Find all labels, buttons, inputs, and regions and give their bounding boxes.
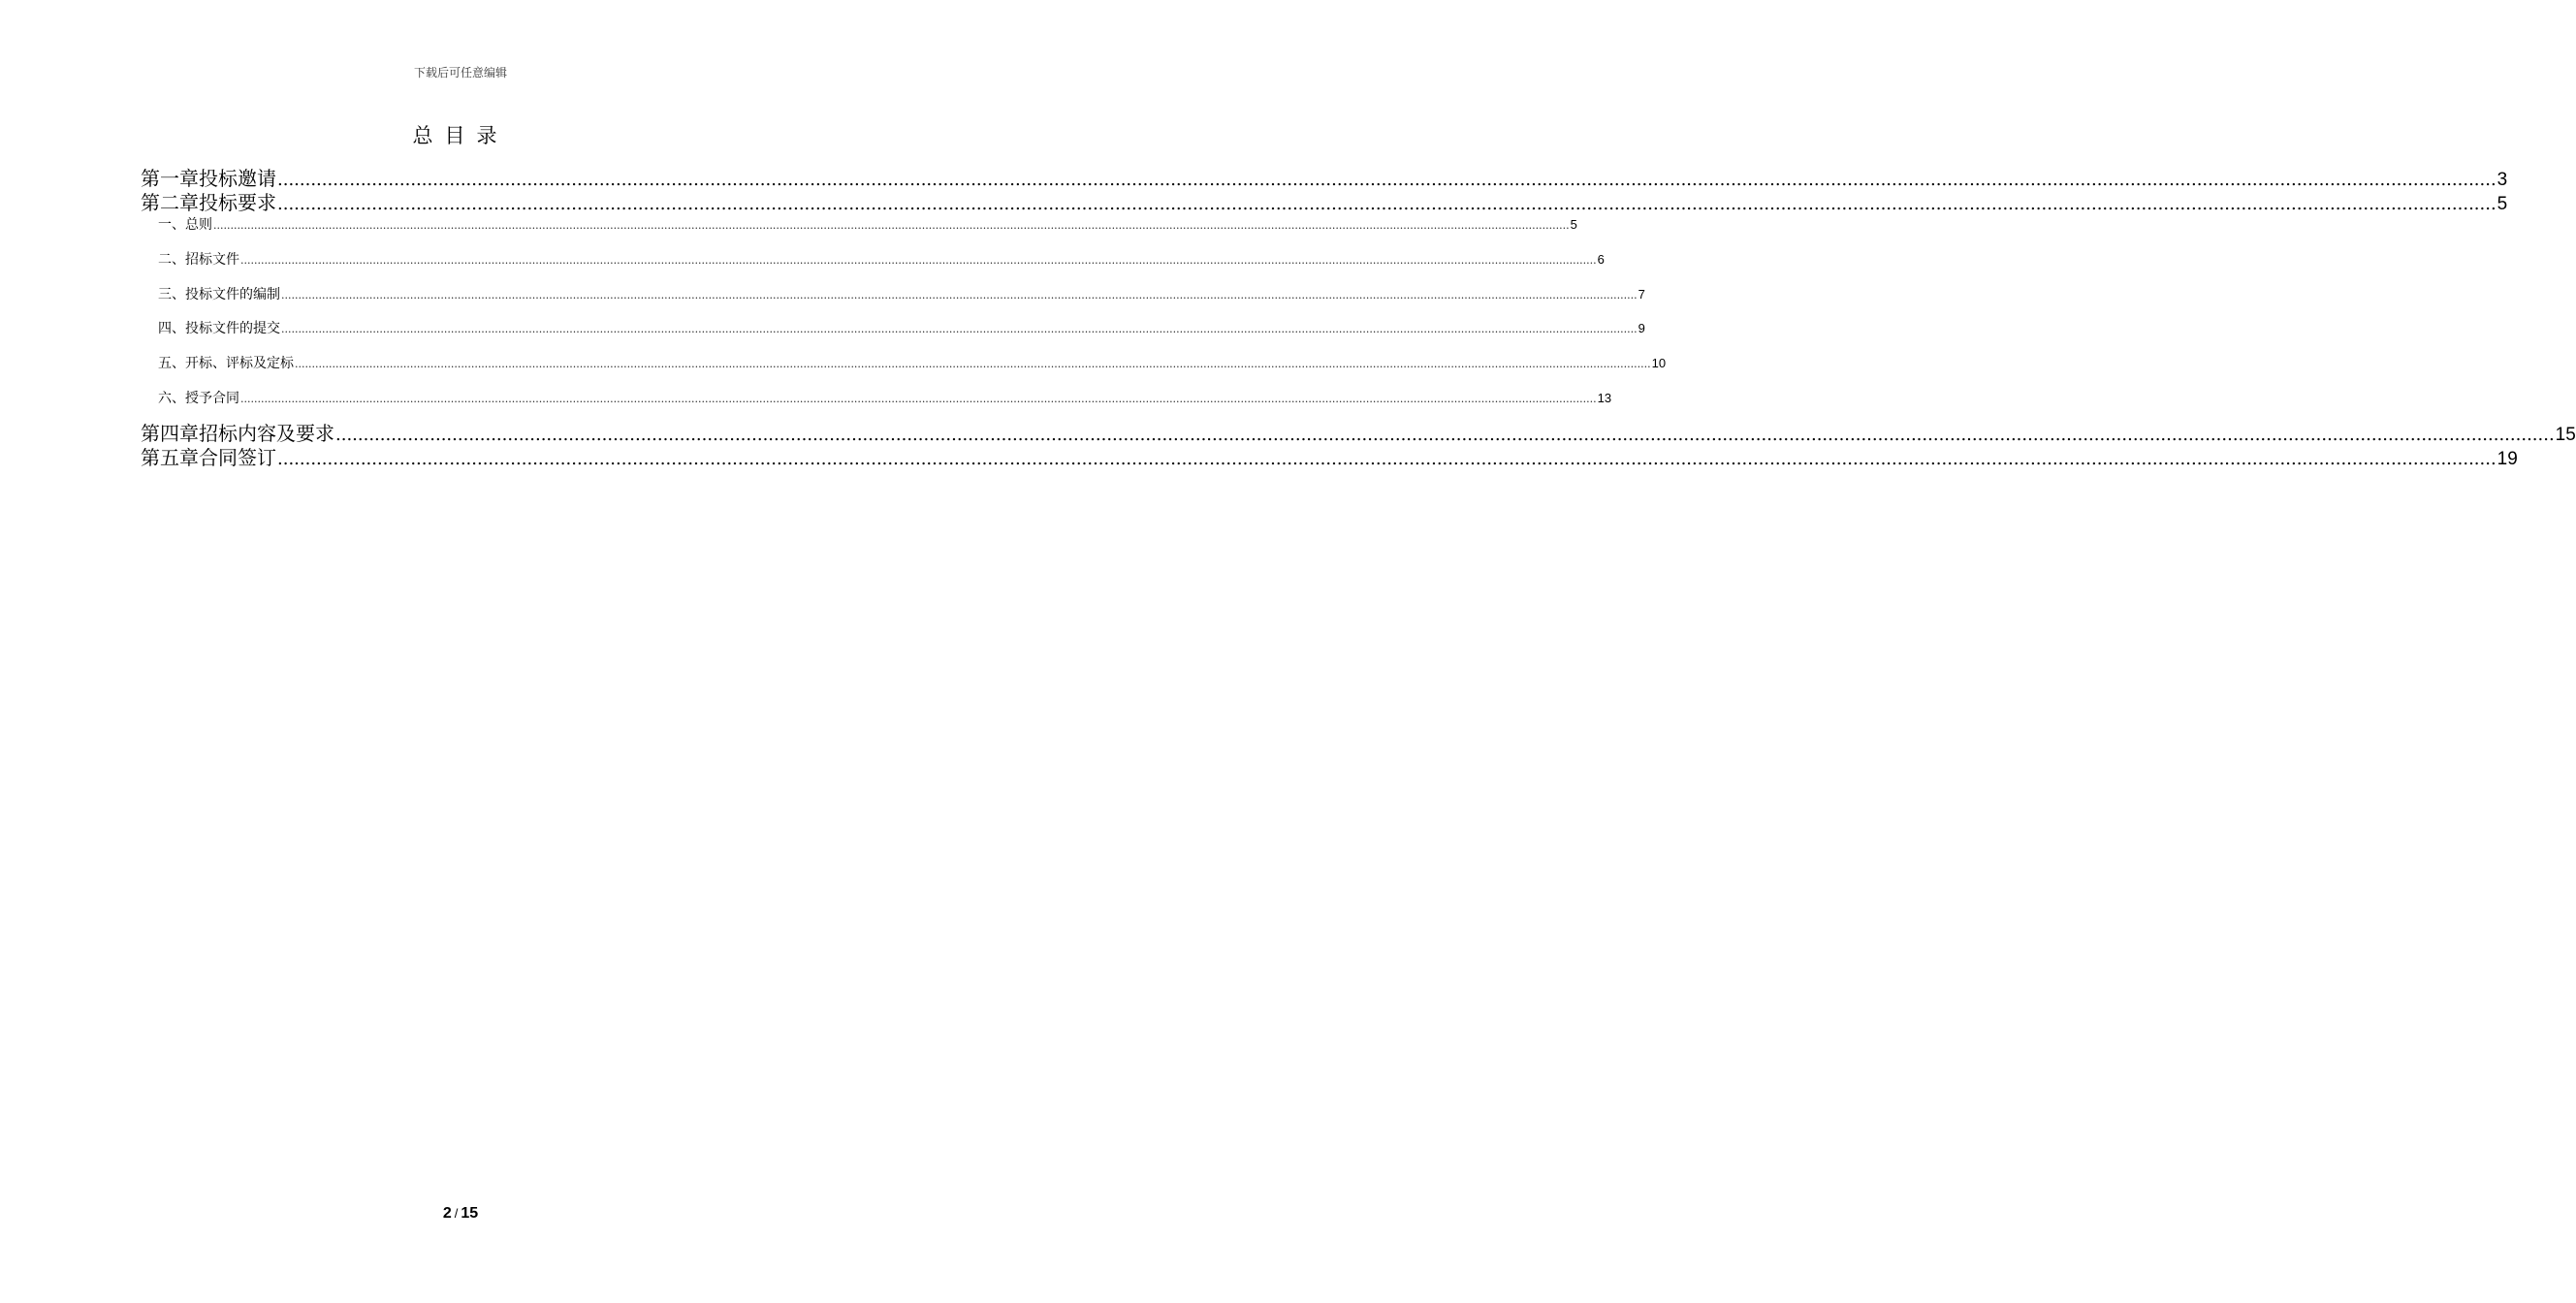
toc-entry-page: 13 bbox=[1597, 391, 1612, 405]
total-page-count: 15 bbox=[461, 1205, 479, 1222]
toc-entry-label: 招标内容及要求 bbox=[199, 422, 334, 445]
toc-entry-label: 投标文件的编制 bbox=[185, 287, 280, 302]
toc-entry-page: 6 bbox=[1597, 252, 1605, 267]
toc-entry-page: 15 bbox=[2555, 425, 2576, 445]
toc-entry-number: 第五章 bbox=[141, 446, 199, 469]
toc-dot-leader: ................................................................................................................................................................................................................................................................................................................................................................................................................ bbox=[281, 289, 1638, 302]
toc-entry-number: 四、 bbox=[158, 321, 185, 336]
toc-entry-section-1[interactable] bbox=[158, 214, 1577, 234]
toc-entry-page: 19 bbox=[2496, 449, 2518, 469]
page-number-separator: / bbox=[454, 1206, 459, 1221]
toc-entry-chapter-5[interactable] bbox=[141, 442, 2518, 469]
toc-dot-leader: ................................................................................................................................................................................................................................................................................................................................................................................................................ bbox=[295, 358, 1651, 370]
toc-entry-section-3[interactable] bbox=[158, 284, 1645, 303]
toc-dot-leader: ................................................................................................................................................................................................................................................................................................................................................................................................................ bbox=[335, 425, 2555, 445]
toc-entry-section-2[interactable] bbox=[158, 249, 1605, 269]
toc-entry-label: 投标邀请 bbox=[199, 167, 276, 190]
toc-entry-page: 5 bbox=[2496, 194, 2508, 214]
toc-entry-number: 一、 bbox=[158, 217, 185, 233]
toc-entry-section-4[interactable] bbox=[158, 318, 1645, 337]
toc-entry-number: 六、 bbox=[158, 391, 185, 406]
toc-entry-page: 10 bbox=[1651, 356, 1667, 370]
toc-entry-number: 三、 bbox=[158, 287, 185, 302]
toc-entry-label: 开标、评标及定标 bbox=[185, 356, 294, 371]
page-title: 总目录 bbox=[412, 124, 509, 147]
toc-dot-leader: ................................................................................................................................................................................................................................................................................................................................................................................................................ bbox=[240, 393, 1597, 405]
toc-entry-chapter-1[interactable] bbox=[141, 163, 2508, 190]
toc-dot-leader: ................................................................................................................................................................................................................................................................................................................................................................................................................ bbox=[277, 194, 2496, 214]
toc-entry-label: 招标文件 bbox=[185, 252, 239, 268]
toc-entry-label: 授予合同 bbox=[185, 391, 239, 406]
toc-entry-label: 投标文件的提交 bbox=[185, 321, 280, 336]
toc-dot-leader: ................................................................................................................................................................................................................................................................................................................................................................................................................ bbox=[277, 170, 2496, 190]
toc-entry-page: 7 bbox=[1638, 287, 1645, 302]
toc-entry-page: 3 bbox=[2496, 170, 2508, 190]
toc-entry-label: 总则 bbox=[185, 217, 212, 233]
toc-entry-page: 9 bbox=[1638, 321, 1645, 335]
toc-entry-number: 第四章 bbox=[141, 422, 199, 445]
toc-entry-number: 二、 bbox=[158, 252, 185, 268]
toc-entry-section-6[interactable] bbox=[158, 388, 1612, 407]
page-number-footer bbox=[0, 1205, 921, 1223]
toc-entry-number: 第二章 bbox=[141, 191, 199, 214]
toc-dot-leader: ................................................................................................................................................................................................................................................................................................................................................................................................................ bbox=[213, 219, 1570, 232]
toc-dot-leader: ................................................................................................................................................................................................................................................................................................................................................................................................................ bbox=[240, 254, 1597, 267]
toc-entry-label: 投标要求 bbox=[199, 191, 276, 214]
toc-dot-leader: ................................................................................................................................................................................................................................................................................................................................................................................................................ bbox=[281, 323, 1638, 335]
toc-entry-label: 合同签订 bbox=[199, 446, 276, 469]
toc-entry-section-5[interactable] bbox=[158, 353, 1667, 372]
toc-entry-number: 五、 bbox=[158, 356, 185, 371]
toc-entry-chapter-2[interactable] bbox=[141, 187, 2508, 214]
current-page-number: 2 bbox=[442, 1205, 452, 1222]
toc-entry-number: 第一章 bbox=[141, 167, 199, 190]
toc-entry-chapter-4[interactable] bbox=[141, 418, 2576, 445]
toc-entry-page: 5 bbox=[1570, 217, 1577, 232]
page-header-note: 下载后可任意编辑 bbox=[413, 66, 507, 79]
toc-dot-leader: ................................................................................................................................................................................................................................................................................................................................................................................................................ bbox=[277, 449, 2496, 469]
